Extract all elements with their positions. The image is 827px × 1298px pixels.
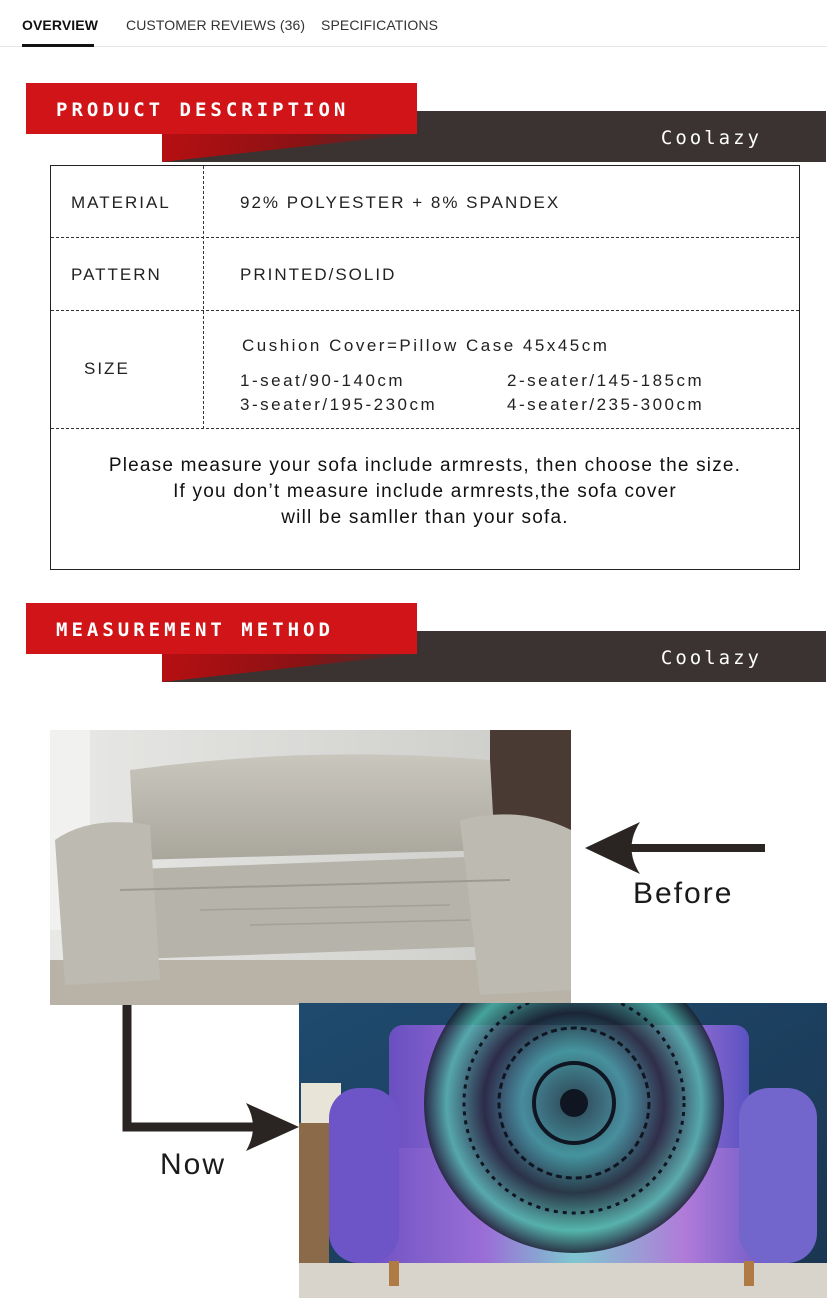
spec-row-size <box>51 311 799 429</box>
section-title: PRODUCT DESCRIPTION <box>56 99 350 121</box>
material-label: MATERIAL <box>71 193 171 212</box>
before-label: Before <box>633 877 734 910</box>
material-value: 92% POLYESTER + 8% SPANDEX <box>240 193 561 212</box>
size-3-seater: 3-seater/195-230cm <box>240 395 438 414</box>
now-label: Now <box>160 1148 227 1181</box>
after-sofa-photo <box>299 1003 827 1298</box>
note-line-2: If you don’t measure include armrests,the sofa cover <box>173 481 677 502</box>
note-line-1: Please measure your sofa include armrests, then choose the size. <box>108 455 742 476</box>
size-cushion: Cushion Cover=Pillow Case 45x45cm <box>242 336 610 355</box>
measurement-method-banner <box>26 603 826 683</box>
brand-name: Coolazy <box>660 647 762 669</box>
product-description-banner <box>26 83 826 163</box>
pattern-label: PATTERN <box>71 265 162 284</box>
spec-row-pattern <box>51 238 799 311</box>
tab-customer-reviews[interactable]: CUSTOMER REVIEWS (36) <box>126 17 306 33</box>
size-label: SIZE <box>84 359 130 378</box>
tab-overview[interactable]: OVERVIEW <box>22 17 94 47</box>
spec-row-material <box>51 166 799 238</box>
brand-name: Coolazy <box>660 127 762 149</box>
note-line-3: will be samller than your sofa. <box>281 507 569 528</box>
size-2-seater: 2-seater/145-185cm <box>507 371 705 390</box>
now-arrow-icon <box>118 1005 303 1153</box>
tab-specifications[interactable]: SPECIFICATIONS <box>321 17 439 33</box>
size-4-seater: 4-seater/235-300cm <box>507 395 705 414</box>
pattern-value: PRINTED/SOLID <box>240 265 397 284</box>
before-sofa-photo <box>50 730 571 1005</box>
spec-table <box>50 165 800 570</box>
section-title: MEASUREMENT METHOD <box>56 619 334 641</box>
tab-bar <box>0 0 827 47</box>
size-1-seat: 1-seat/90-140cm <box>240 371 406 390</box>
before-arrow-icon <box>585 822 767 874</box>
measure-note <box>51 453 799 531</box>
